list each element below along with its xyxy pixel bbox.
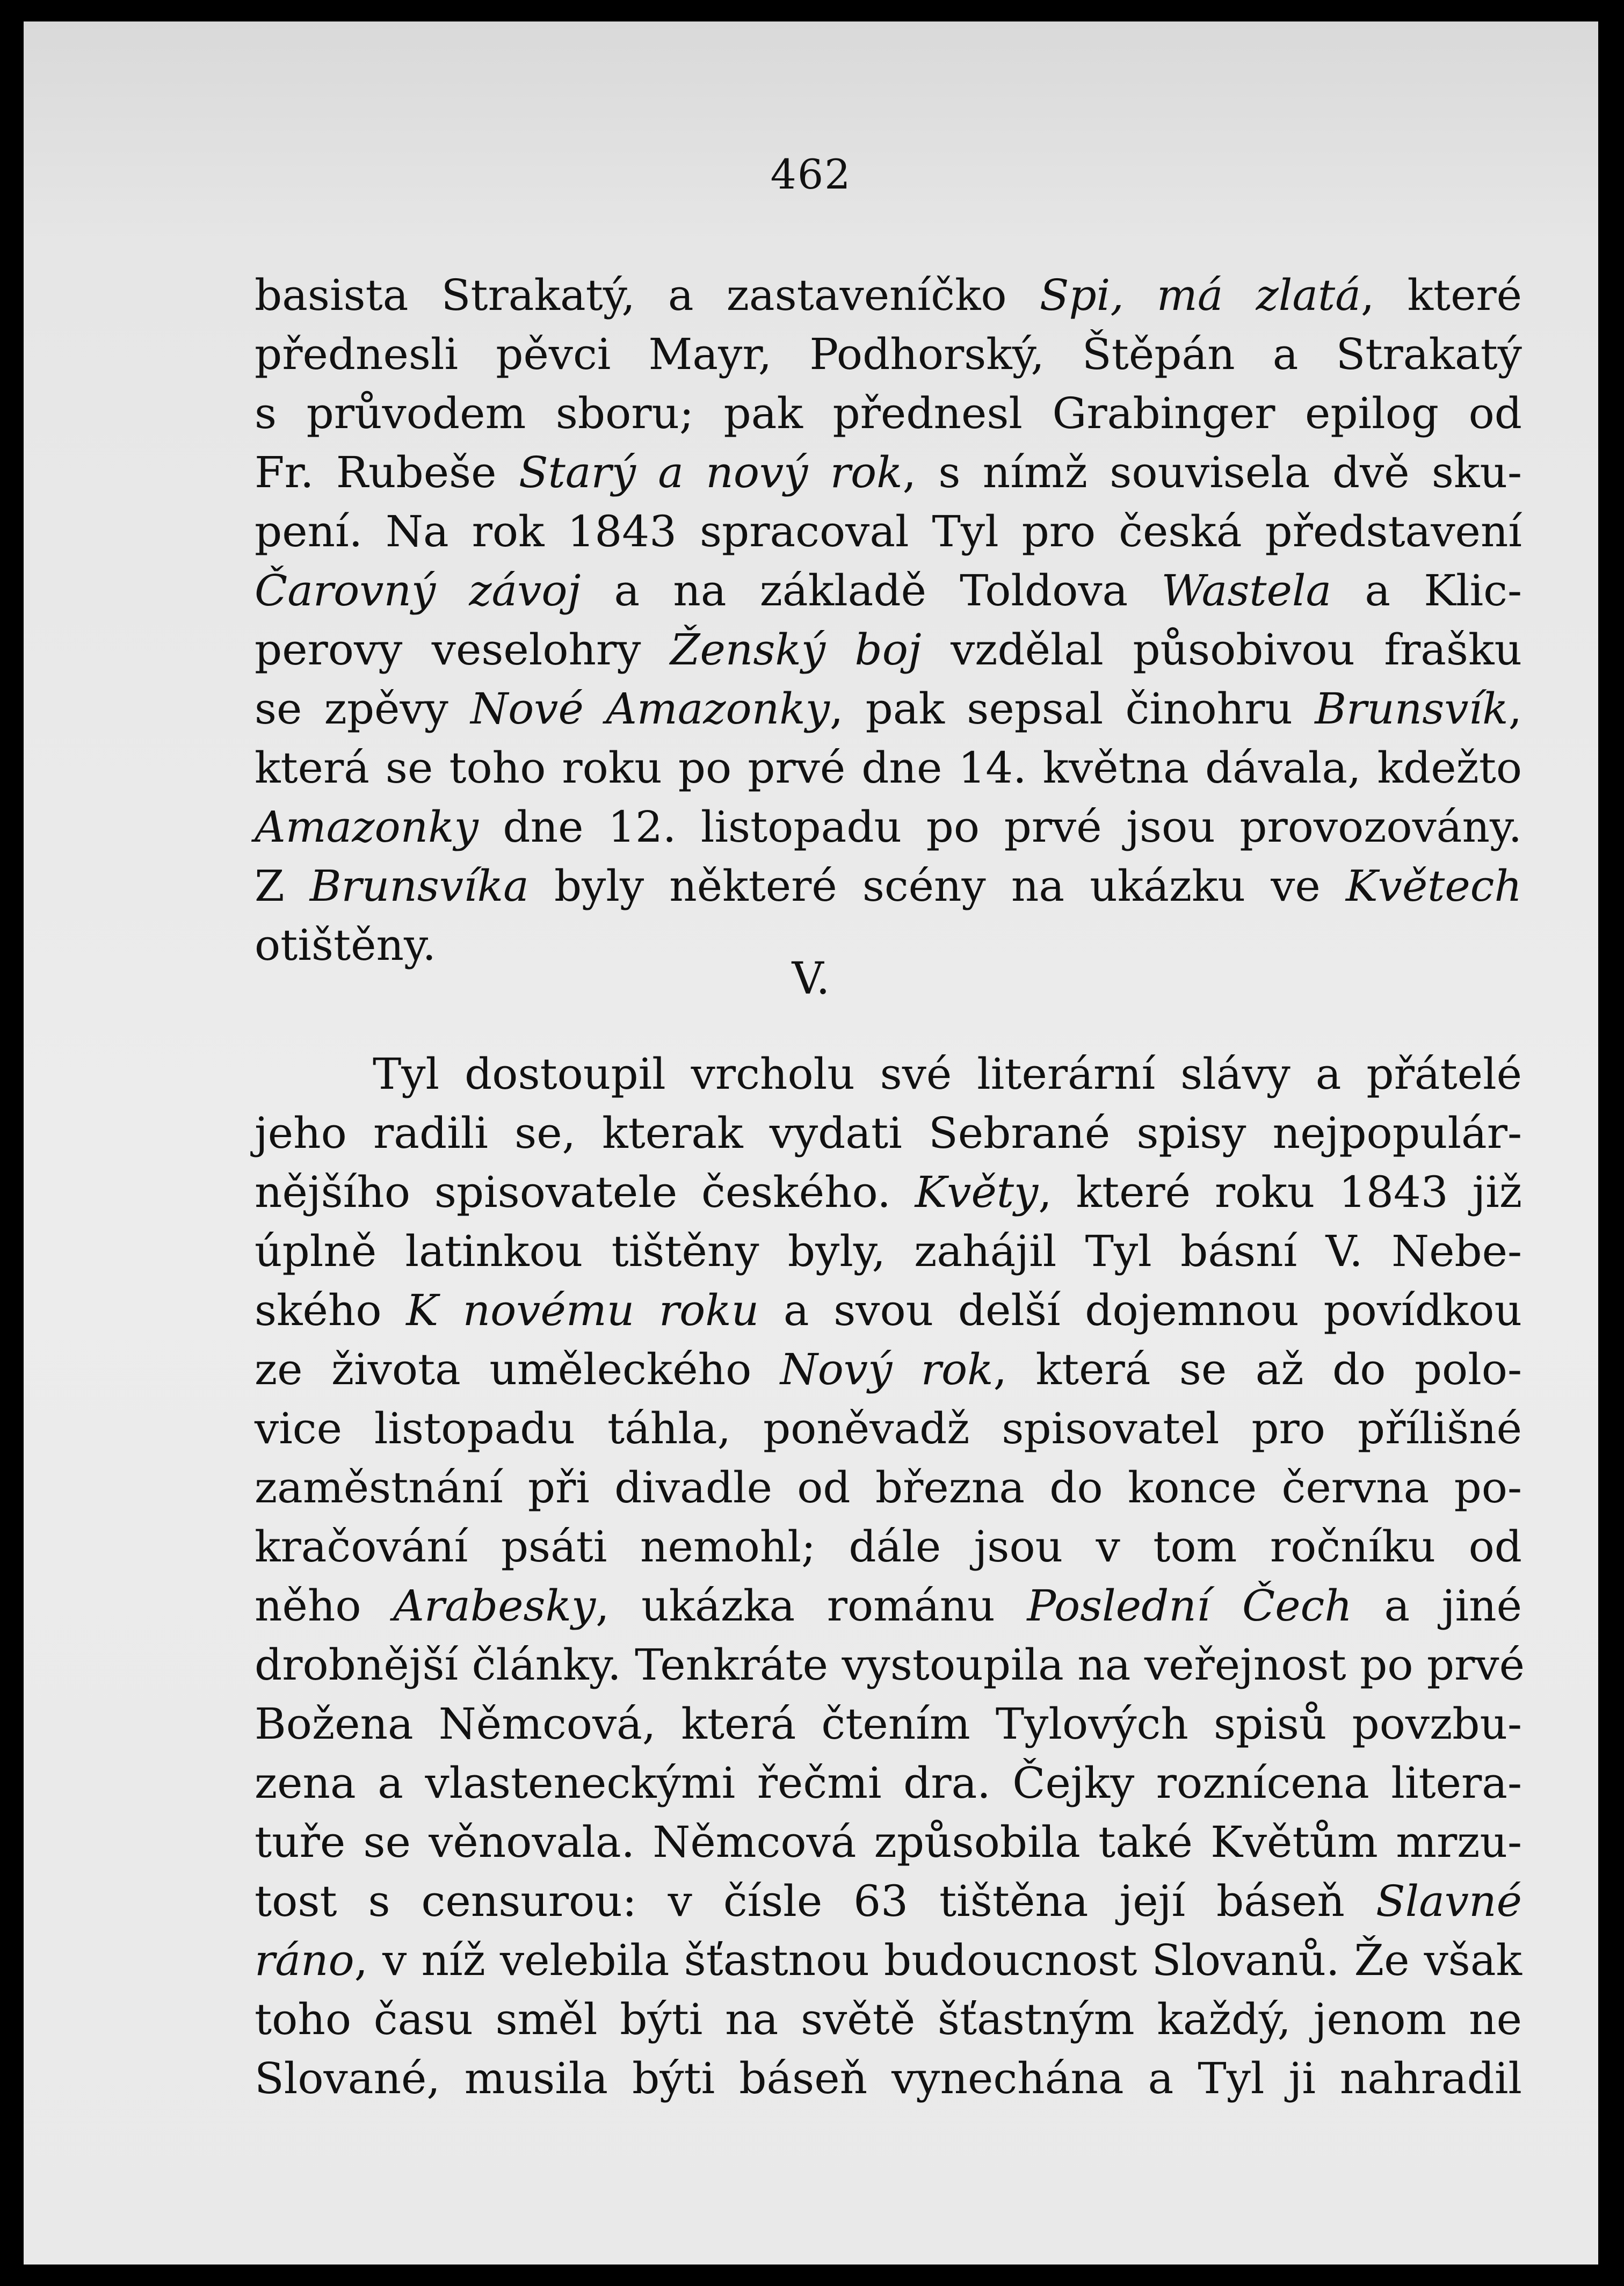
text-line: vice listopadu táhla, poněvadž spisovatel pro přílišné bbox=[255, 1404, 1522, 1453]
text-line: zaměstnání při divadle od března do konce června po- bbox=[255, 1463, 1522, 1513]
text-line: ského K novému roku a svou delší dojemnou povídkou bbox=[255, 1285, 1522, 1335]
page-number: 462 bbox=[770, 150, 852, 198]
text-line: se zpěvy Nové Amazonky, pak sepsal činohru Brunsvík, bbox=[255, 684, 1523, 734]
text-line: s průvodem sboru; pak přednesl Grabinger epilog od bbox=[255, 388, 1522, 438]
text-line: toho času směl býti na světě šťastným každý, jenom ne bbox=[255, 1994, 1522, 2044]
text-line: Z Brunsvíka byly některé scény na ukázku ve Květech bbox=[255, 861, 1522, 911]
text-line: drobnější články. Tenkráte vystoupila na veřejnost po prvé bbox=[255, 1640, 1525, 1690]
text-line: Tyl dostoupil vrcholu své literární slávy a přátelé bbox=[373, 1049, 1522, 1099]
text-line: přednesli pěvci Mayr, Podhorský, Štěpán a Strakatý bbox=[255, 329, 1522, 379]
text-line: pení. Na rok 1843 spracoval Tyl pro česká představení bbox=[255, 507, 1522, 556]
text-line: Amazonky dne 12. listopadu po prvé jsou provozovány. bbox=[255, 802, 1522, 852]
text-line: Fr. Rubeše Starý a nový rok, s nímž souvisela dvě sku- bbox=[255, 447, 1522, 497]
text-line: basista Strakatý, a zastaveníčko Spi, má zlatá, které bbox=[255, 270, 1523, 320]
text-line: jeho radili se, kterak vydati Sebrané spisy nejpopulár- bbox=[255, 1108, 1522, 1158]
text-line: zena a vlasteneckými řečmi dra. Čejky roznícena litera- bbox=[255, 1758, 1522, 1808]
text-line: Slované, musila býti báseň vynechána a Tyl ji nahradil bbox=[255, 2053, 1522, 2103]
text-line: perovy veselohry Ženský boj vzdělal působivou frašku bbox=[255, 625, 1522, 675]
text-line: ráno, v níž velebila šťastnou budoucnost Slovanů. Že však bbox=[255, 1935, 1522, 1985]
book-page bbox=[24, 21, 1598, 2265]
text-line: ze života uměleckého Nový rok, která se až do polo- bbox=[255, 1344, 1522, 1394]
text-line: otištěny. bbox=[255, 920, 436, 970]
text-line: která se toho roku po prvé dne 14. května dávala, kdežto bbox=[255, 743, 1522, 793]
text-line: Čarovný závoj a na základě Toldova Wastela a Klic- bbox=[255, 566, 1522, 616]
text-line: úplně latinkou tištěny byly, zahájil Tyl básní V. Nebe- bbox=[255, 1226, 1522, 1276]
text-line: nějšího spisovatele českého. Květy, které roku 1843 již bbox=[255, 1167, 1522, 1217]
text-line: Božena Němcová, která čtením Tylových spisů povzbu- bbox=[255, 1699, 1522, 1749]
text-line: kračování psáti nemohl; dále jsou v tom ročníku od bbox=[255, 1522, 1522, 1572]
text-line: tuře se věnovala. Němcová způsobila také Květům mrzu- bbox=[255, 1817, 1522, 1867]
text-line: tost s censurou: v čísle 63 tištěna její báseň Slavné bbox=[255, 1876, 1522, 1926]
section-heading: V. bbox=[792, 953, 830, 1004]
text-line: něho Arabesky, ukázka románu Poslední Čech a jiné bbox=[255, 1581, 1523, 1631]
